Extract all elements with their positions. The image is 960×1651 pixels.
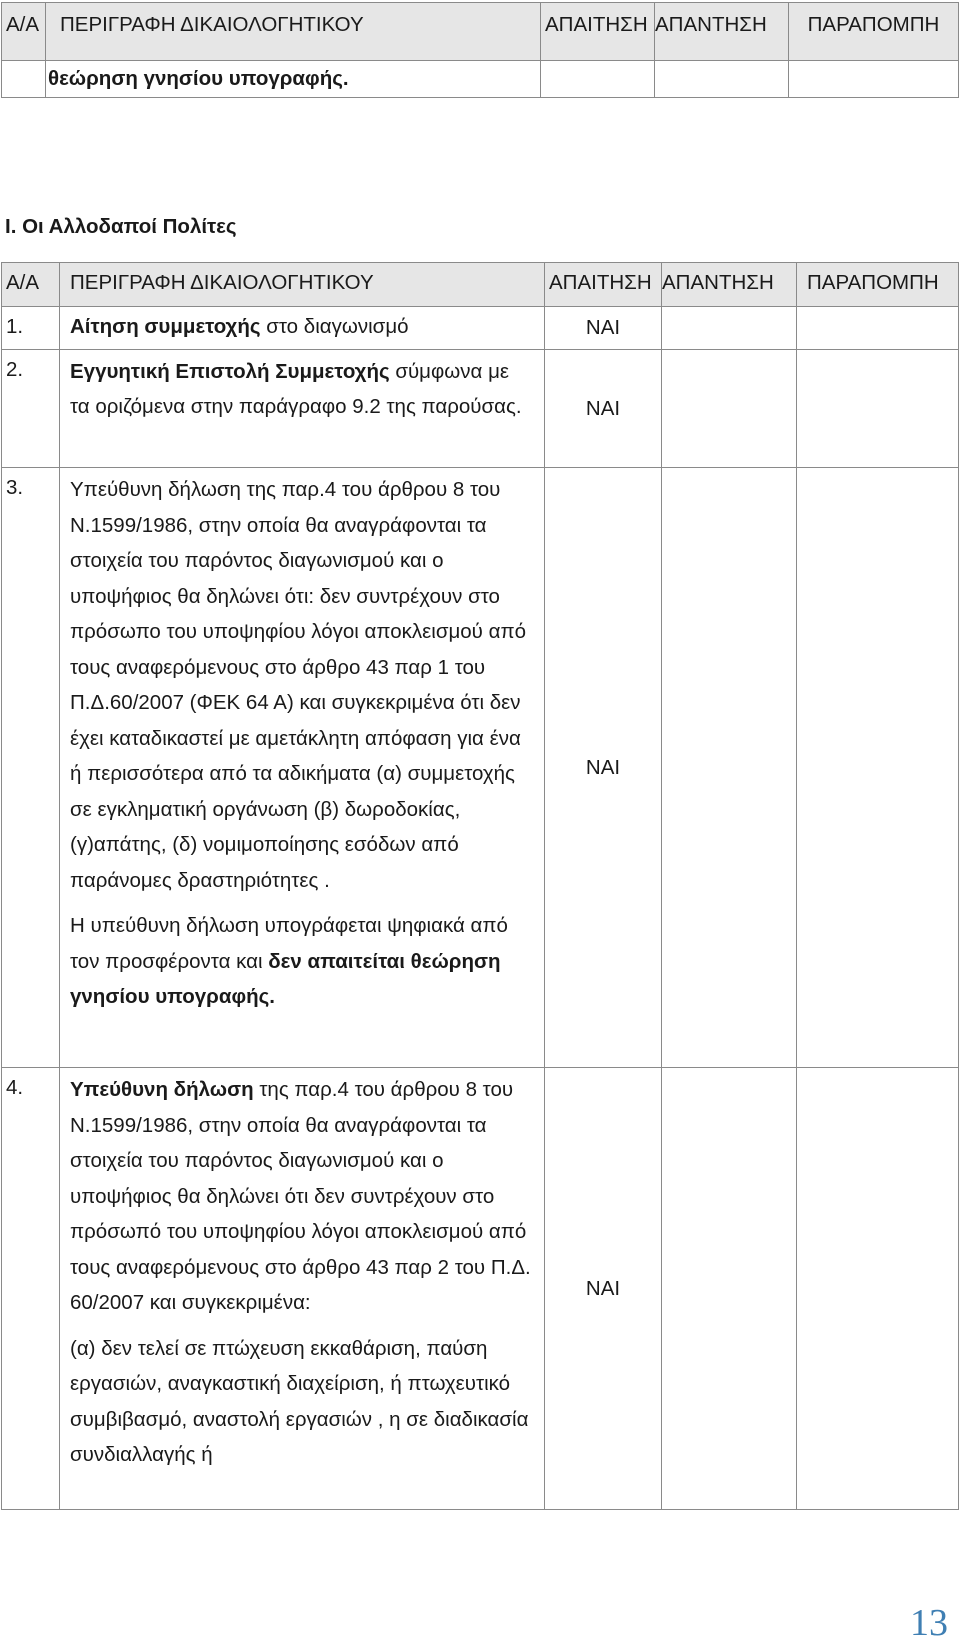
header-requirement: ΑΠΑΙΤΗΣΗ	[541, 3, 655, 61]
row-description-text: στο διαγωνισμό	[260, 315, 409, 338]
row-number: 4.	[2, 1068, 60, 1510]
table-row	[2, 1068, 959, 1510]
header-reference: ΠΑΡΑΠΟΜΠΗ	[797, 263, 959, 307]
top-table-header-row	[2, 3, 959, 61]
row-description	[60, 1068, 545, 1510]
section-heading: Ι. Οι Αλλοδαποί Πολίτες	[5, 215, 237, 238]
header-aa: Α/Α	[2, 3, 46, 61]
table-row	[2, 468, 959, 1068]
row-reference	[797, 350, 959, 468]
header-reference: ΠΑΡΑΠΟΜΠΗ	[789, 3, 959, 61]
table-row	[2, 307, 959, 350]
row-answer	[662, 350, 797, 468]
row-reference	[797, 307, 959, 350]
header-description: ΠΕΡΙΓΡΑΦΗ ΔΙΚΑΙΟΛΟΓΗΤΙΚΟΥ	[46, 3, 541, 61]
row-number: 3.	[2, 468, 60, 1068]
row-description	[60, 468, 545, 1068]
row-requirement: ΝΑΙ	[545, 307, 662, 350]
row-answer	[662, 468, 797, 1068]
top-table	[1, 2, 959, 98]
row-number: 2.	[2, 350, 60, 468]
header-requirement: ΑΠΑΙΤΗΣΗ	[545, 263, 662, 307]
row-requirement: ΝΑΙ	[545, 468, 662, 1068]
row-answer	[662, 1068, 797, 1510]
header-answer: ΑΠΑΝΤΗΣΗ	[655, 3, 789, 61]
row-answer	[662, 307, 797, 350]
page-number: 13	[910, 1602, 948, 1644]
header-aa: Α/Α	[2, 263, 60, 307]
top-table-row	[2, 61, 959, 98]
row-reference	[797, 468, 959, 1068]
header-answer: ΑΠΑΝΤΗΣΗ	[662, 263, 797, 307]
row-description-text: της παρ.4 του άρθρου 8 του Ν.1599/1986, στην οποία θα αναγράφονται τα στοιχεία του παρόντος διαγωνισμού και ο υποψήφιος θα δηλώνει ότι δεν συντρέχουν στο πρόσωπό του υποψηφίου λόγοι αποκλεισμού από τους αναφερόμενους στο άρθρο 43 παρ 2 του Π.Δ. 60/2007 και συγκεκριμένα:	[70, 1078, 531, 1314]
row-requirement: ΝΑΙ	[545, 350, 662, 468]
row-description-paragraph: Υπεύθυνη δήλωση της παρ.4 του άρθρου 8 του Ν.1599/1986, στην οποία θα αναγράφονται τα στοιχεία του παρόντος διαγωνισμού και ο υποψήφιος θα δηλώνει ότι: δεν συντρέχουν στο πρόσωπο του υποψηφίου λόγοι αποκλεισμού από τους αναφερόμενους στο άρθρο 43 παρ 1 του Π.Δ.60/2007 (ΦΕΚ 64 Α) και συγκεκριμένα ότι δεν έχει καταδικαστεί με αμετάκλητη απόφαση για ένα ή περισσότερα από τα αδικήματα (α) συμμετοχής σε εγκληματική οργάνωση (β) δωροδοκίας, (γ)απάτης, (δ) νομιμοποίησης εσόδων από παράνομες δραστηριότητες .	[70, 478, 526, 892]
row-number: 1.	[2, 307, 60, 350]
header-description: ΠΕΡΙΓΡΑΦΗ ΔΙΚΑΙΟΛΟΓΗΤΙΚΟΥ	[60, 263, 545, 307]
row-description-bold: Αίτηση συμμετοχής	[70, 315, 261, 338]
row-description-bold: Υπεύθυνη δήλωση	[70, 1078, 254, 1101]
top-table-answer-cell	[655, 61, 789, 98]
row-description-text: Η υπεύθυνη δήλωση υπογράφεται ψηφιακά από τον προσφέροντα και	[70, 914, 508, 973]
row-description	[60, 307, 545, 350]
top-table-requirement-cell	[541, 61, 655, 98]
row-description-paragraph: (α) δεν τελεί σε πτώχευση εκκαθάριση, παύση εργασιών, αναγκαστική διαχείριση, ή πτωχευτικό συμβιβασμό, αναστολή εργασιών , η σε διαδικασία συνδιαλλαγής ή	[70, 1336, 529, 1466]
top-table-reference-cell	[789, 61, 959, 98]
row-reference	[797, 1068, 959, 1510]
main-table	[1, 262, 959, 1510]
continuation-text: θεώρηση γνησίου υπογραφής.	[46, 61, 541, 98]
table-row	[2, 350, 959, 468]
row-description-bold: Εγγυητική Επιστολή Συμμετοχής	[70, 360, 390, 383]
row-description-paragraph	[70, 1072, 532, 1321]
row-description-paragraph	[70, 908, 532, 1015]
row-requirement: ΝΑΙ	[545, 1068, 662, 1510]
row-description-bold: δεν απαιτείται θεώρηση γνησίου υπογραφής.	[70, 949, 501, 1008]
top-table-aa-cell	[2, 61, 46, 98]
row-description	[60, 350, 545, 468]
row-description-text: σύμφωνα με τα οριζόμενα στην παράγραφο 9.2 της παρούσας.	[70, 360, 522, 418]
main-table-header-row	[2, 263, 959, 307]
